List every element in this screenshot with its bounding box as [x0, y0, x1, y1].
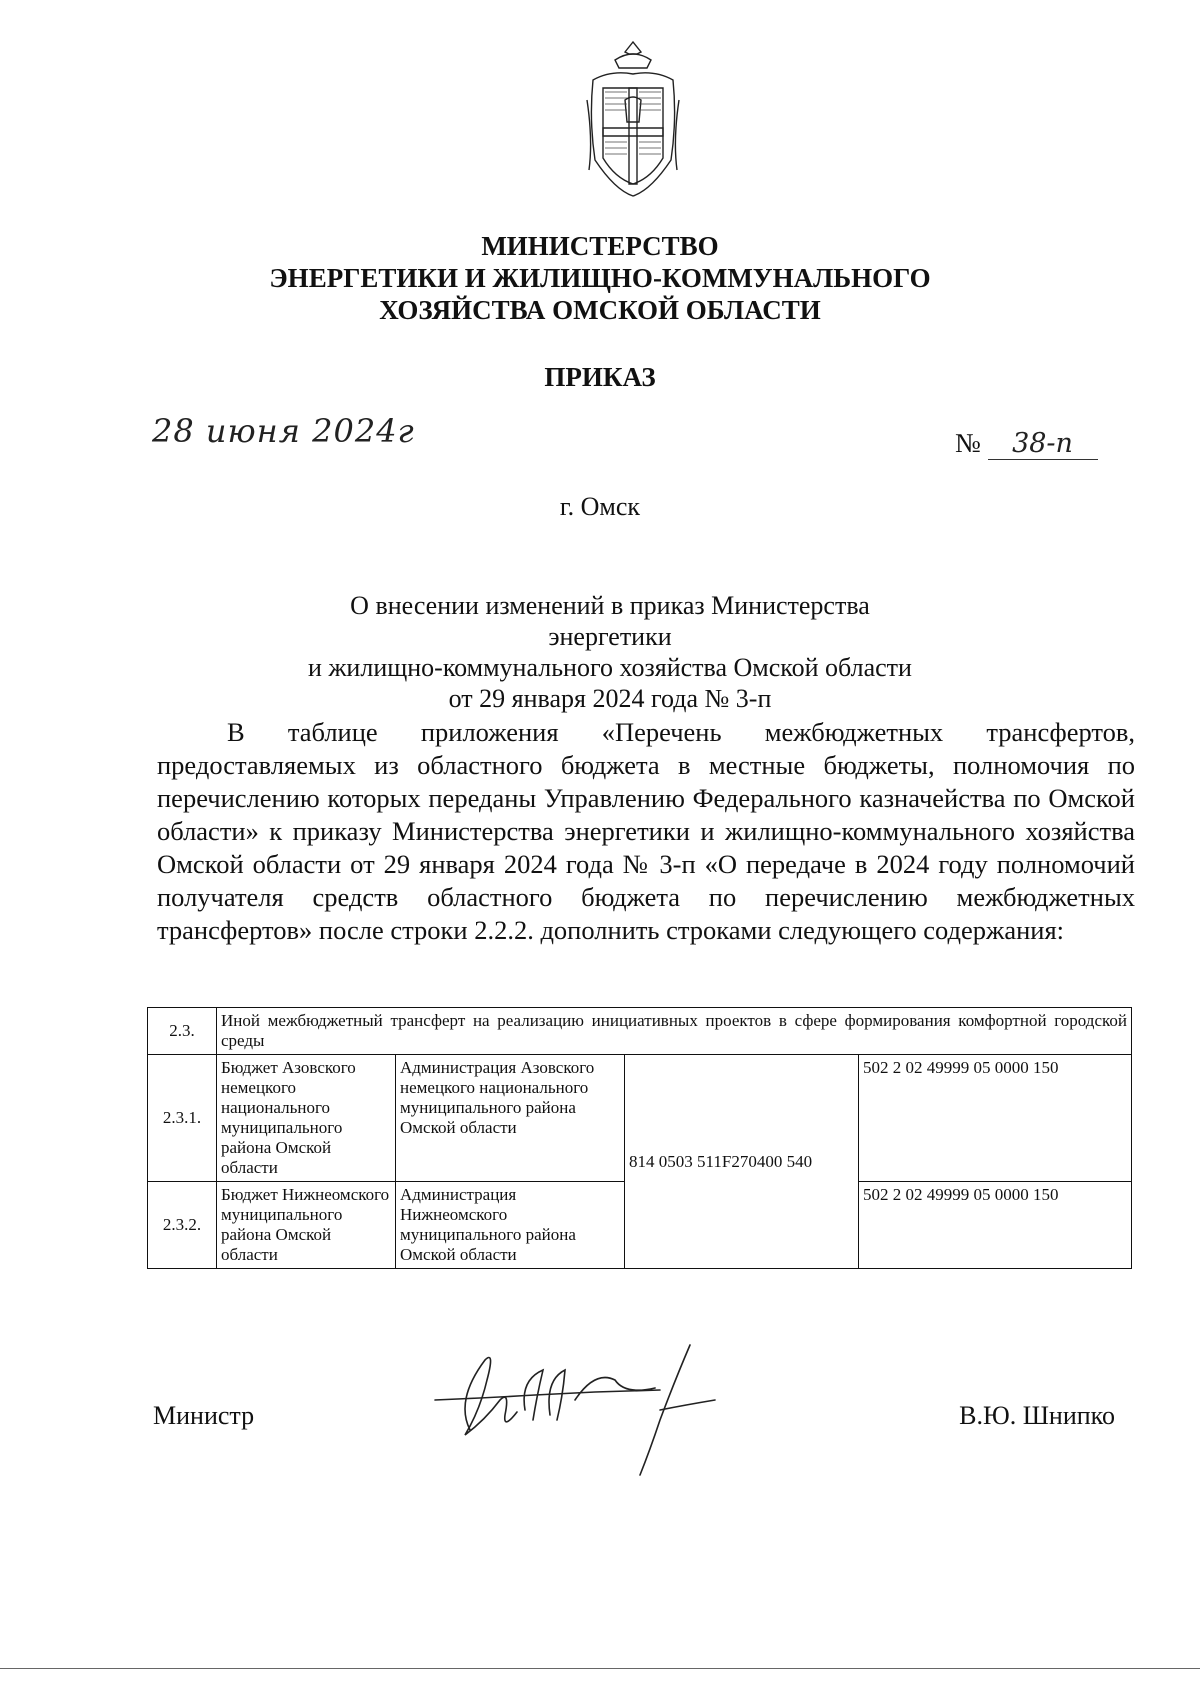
- ministry-name-line3: ХОЗЯЙСТВА ОМСКОЙ ОБЛАСТИ: [379, 295, 821, 325]
- handwritten-signature: [425, 1340, 755, 1480]
- ministry-name-line1: МИНИСТЕРСТВО: [481, 231, 719, 261]
- body-paragraph: В таблице приложения «Перечень межбюджетных трансфертов, предоставляемых из областного бюджета в местные бюджеты, полномочия по перечислению которых переданы Управлению Федерального казначейства по Омской области» к приказу Министерства энергетики и жилищно-коммунального хозяйства Омской области от 29 января 2024 года № 3-п «О передаче в 2024 году полномочий получателя средств областного бюджета по перечислению межбюджетных трансфертов» после строки 2.2.2. дополнить строками следующего содержания:: [157, 717, 1135, 945]
- budget-classification-code: 814 0503 511F270400 540: [625, 1055, 859, 1269]
- document-subject: [290, 590, 930, 714]
- number-value: 38-п: [988, 428, 1098, 460]
- number-label: №: [955, 428, 981, 458]
- handwritten-date: 28 июня 2024г: [152, 412, 415, 450]
- subject-line2: и жилищно-коммунального хозяйства Омской области: [308, 653, 912, 682]
- document-number: [955, 428, 1098, 460]
- ministry-name-line2: ЭНЕРГЕТИКИ И ЖИЛИЩНО-КОММУНАЛЬНОГО: [269, 263, 931, 293]
- row-administrator: Администрация Азовского немецкого национального муниципального района Омской области: [396, 1055, 625, 1182]
- subject-line1: О внесении изменений в приказ Министерства энергетики: [350, 591, 870, 651]
- row-administrator: Администрация Нижнеомского муниципального района Омской области: [396, 1182, 625, 1269]
- signer-name: В.Ю. Шнипко: [959, 1401, 1115, 1430]
- page-bottom-rule: [0, 1668, 1200, 1669]
- city: г. Омск: [559, 492, 641, 521]
- transfers-table: [147, 1007, 1132, 1269]
- table-row: [148, 1055, 1132, 1182]
- section-number: 2.3.: [148, 1008, 217, 1055]
- coat-of-arms-emblem: [585, 40, 681, 198]
- table-section-row: [148, 1008, 1132, 1055]
- subject-line3: от 29 января 2024 года № 3-п: [448, 684, 772, 713]
- row-income-code: 502 2 02 49999 05 0000 150: [859, 1182, 1132, 1269]
- row-income-code: 502 2 02 49999 05 0000 150: [859, 1055, 1132, 1182]
- signer-position: Министр: [153, 1401, 255, 1430]
- row-number: 2.3.1.: [148, 1055, 217, 1182]
- section-title: Иной межбюджетный трансферт на реализацию инициативных проектов в сфере формирования комфортной городской среды: [217, 1008, 1132, 1055]
- row-number: 2.3.2.: [148, 1182, 217, 1269]
- ministry-name: [200, 230, 1000, 326]
- row-budget: Бюджет Азовского немецкого национального муниципального района Омской области: [217, 1055, 396, 1182]
- row-budget: Бюджет Нижнеомского муниципального района Омской области: [217, 1182, 396, 1269]
- document-type: ПРИКАЗ: [544, 362, 656, 392]
